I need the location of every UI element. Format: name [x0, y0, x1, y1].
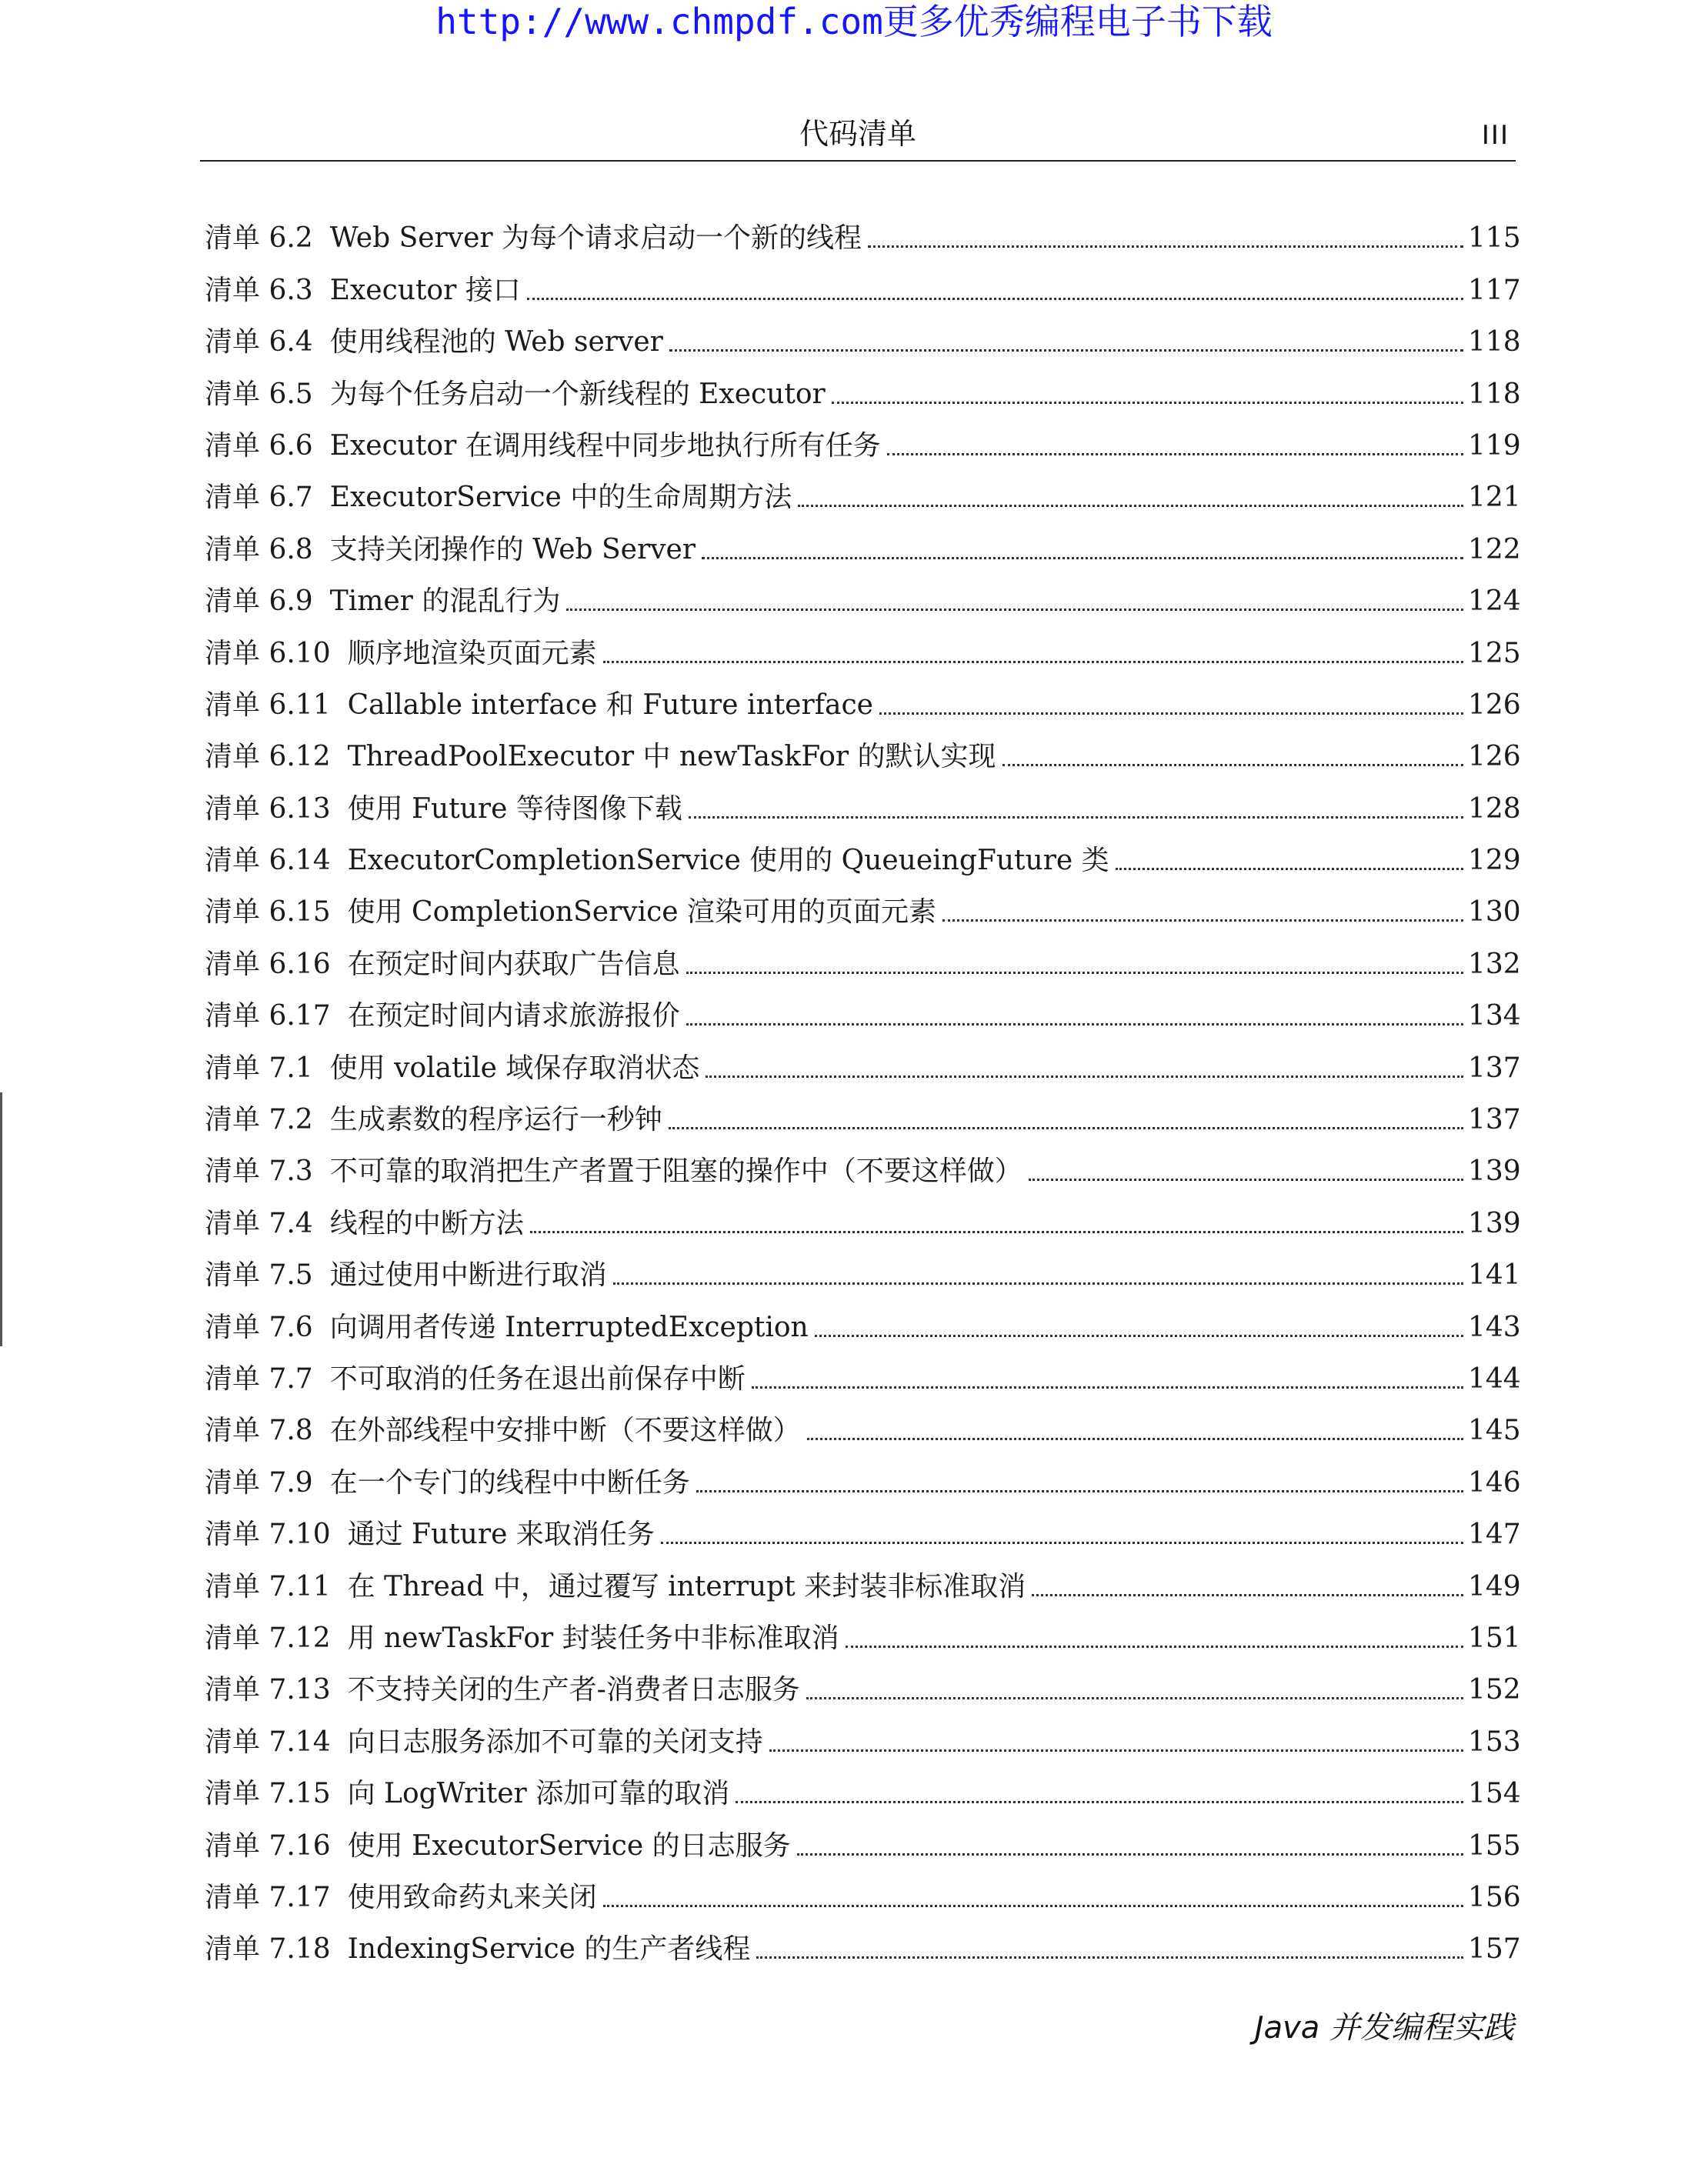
running-head: [200, 114, 1516, 162]
listing-entry[interactable]: [205, 671, 1521, 722]
listing-title: 通过使用中断进行取消: [329, 1259, 607, 1292]
listing-index: [205, 204, 1521, 1966]
dot-leader: [1032, 1594, 1463, 1596]
listing-entry[interactable]: [205, 412, 1521, 463]
listing-title: 使用 volatile 域保存取消状态: [329, 1052, 700, 1084]
listing-entry[interactable]: [205, 255, 1521, 307]
listing-number: 清单 6.15: [205, 896, 331, 929]
listing-number: 清单 7.5: [205, 1259, 313, 1292]
listing-entry[interactable]: [205, 1137, 1521, 1189]
listing-number: 清单 7.10: [205, 1519, 331, 1551]
listing-number: 清单 6.9: [205, 585, 313, 618]
listing-page-number: 118: [1468, 326, 1521, 358]
listing-page-number: 126: [1468, 741, 1521, 773]
listing-title: 不支持关闭的生产者-消费者日志服务: [347, 1674, 800, 1706]
listing-entry[interactable]: [205, 567, 1521, 619]
listing-page-number: 137: [1468, 1052, 1521, 1084]
dot-leader: [942, 919, 1463, 922]
dot-leader: [868, 245, 1463, 248]
dot-leader: [752, 1386, 1463, 1389]
listing-title: 线程的中断方法: [329, 1207, 524, 1239]
listing-entry[interactable]: [205, 1292, 1521, 1344]
dot-leader: [530, 1231, 1463, 1233]
listing-page-number: 122: [1468, 533, 1521, 565]
listing-number: 清单 7.7: [205, 1362, 313, 1395]
listing-title: 生成素数的程序运行一秒钟: [329, 1104, 662, 1136]
dot-leader: [696, 1490, 1463, 1492]
listing-entry[interactable]: [205, 722, 1521, 774]
listing-number: 清单 6.5: [205, 378, 313, 410]
listing-title: 使用致命药丸来关闭: [347, 1881, 597, 1913]
listing-number: 清单 6.7: [205, 482, 313, 514]
listing-number: 清单 6.16: [205, 948, 331, 980]
listing-title: 在 Thread 中，通过覆写 interrupt 来封装非标准取消: [347, 1570, 1026, 1602]
listing-entry[interactable]: [205, 359, 1521, 411]
listing-page-number: 139: [1468, 1207, 1521, 1239]
listing-entry[interactable]: [205, 1707, 1521, 1759]
listing-number: 清单 7.3: [205, 1156, 313, 1188]
listing-number: 清单 7.15: [205, 1778, 331, 1810]
watermark-link[interactable]: http://www.chmpdf.com更多优秀编程电子书下载: [435, 1, 1273, 42]
listing-number: 清单 7.8: [205, 1415, 313, 1447]
listing-entry[interactable]: [205, 929, 1521, 981]
listing-number: 清单 7.11: [205, 1570, 331, 1602]
listing-page-number: 144: [1468, 1362, 1521, 1395]
listing-title: 使用 ExecutorService 的日志服务: [347, 1829, 791, 1862]
dot-leader: [1002, 764, 1463, 766]
listing-title: 通过 Future 来取消任务: [347, 1519, 655, 1551]
listing-title: Executor 接口: [329, 274, 521, 306]
listing-page-number: 139: [1468, 1156, 1521, 1188]
listing-page-number: 156: [1468, 1881, 1521, 1913]
dot-leader: [769, 1749, 1463, 1752]
listing-number: 清单 6.6: [205, 429, 313, 462]
dot-leader: [807, 1438, 1463, 1440]
listing-title: 向调用者传递 InterruptedException: [329, 1311, 809, 1343]
listing-number: 清单 7.16: [205, 1829, 331, 1862]
listing-page-number: 157: [1468, 1933, 1521, 1966]
listing-title: 使用线程池的 Web server: [329, 326, 663, 358]
listing-title: ExecutorCompletionService 使用的 QueueingFuture 类: [347, 845, 1109, 877]
listing-title: 向 LogWriter 添加可靠的取消: [347, 1778, 730, 1810]
listing-number: 清单 6.13: [205, 792, 331, 825]
listing-page-number: 141: [1468, 1259, 1521, 1292]
listing-page-number: 126: [1468, 689, 1521, 721]
listing-entry[interactable]: [205, 1863, 1521, 1915]
listing-entry[interactable]: [205, 1033, 1521, 1085]
dot-leader: [686, 972, 1463, 974]
listing-entry[interactable]: [205, 1604, 1521, 1656]
listing-page-number: 128: [1468, 792, 1521, 825]
listing-entry[interactable]: [205, 1915, 1521, 1966]
listing-entry[interactable]: [205, 619, 1521, 670]
dot-leader: [603, 661, 1463, 663]
listing-entry[interactable]: [205, 878, 1521, 929]
listing-number: 清单 6.11: [205, 689, 331, 721]
listing-title: 支持关闭操作的 Web Server: [329, 533, 696, 565]
listing-page-number: 155: [1468, 1829, 1521, 1862]
listing-page-number: 146: [1468, 1466, 1521, 1499]
listing-entry[interactable]: [205, 1552, 1521, 1603]
listing-number: 清单 6.12: [205, 741, 331, 773]
listing-entry[interactable]: [205, 1189, 1521, 1240]
dot-leader: [832, 402, 1463, 404]
listing-title: 不可取消的任务在退出前保存中断: [329, 1362, 746, 1395]
listing-title: 在外部线程中安排中断（不要这样做）: [329, 1415, 801, 1447]
listing-page-number: 154: [1468, 1778, 1521, 1810]
listing-number: 清单 6.2: [205, 222, 313, 255]
listing-title: 为每个任务启动一个新线程的 Executor: [329, 378, 826, 410]
listing-title: 顺序地渲染页面元素: [347, 637, 597, 669]
listing-page-number: 147: [1468, 1519, 1521, 1551]
dot-leader: [1029, 1179, 1463, 1181]
listing-title: Web Server 为每个请求启动一个新的线程: [329, 222, 862, 255]
dot-leader: [846, 1646, 1463, 1648]
listing-entry[interactable]: [205, 308, 1521, 359]
listing-title: 用 newTaskFor 封装任务中非标准取消: [347, 1622, 839, 1654]
listing-entry[interactable]: [205, 826, 1521, 878]
listing-entry[interactable]: [205, 1759, 1521, 1811]
listing-page-number: 129: [1468, 845, 1521, 877]
listing-number: 清单 6.4: [205, 326, 313, 358]
listing-entry[interactable]: [205, 1448, 1521, 1499]
listing-page-number: 119: [1468, 429, 1521, 462]
listing-entry[interactable]: [205, 515, 1521, 566]
scan-edge-mark: [0, 1092, 2, 1346]
dot-leader: [736, 1801, 1463, 1803]
dot-leader: [669, 349, 1463, 352]
listing-entry[interactable]: [205, 1396, 1521, 1448]
listing-page-number: 117: [1468, 274, 1521, 306]
listing-page-number: 145: [1468, 1415, 1521, 1447]
dot-leader: [702, 557, 1463, 559]
dot-leader: [689, 816, 1463, 819]
listing-number: 清单 7.1: [205, 1052, 313, 1084]
listing-title: 不可靠的取消把生产者置于阻塞的操作中（不要这样做）: [329, 1156, 1022, 1188]
listing-page-number: 152: [1468, 1674, 1521, 1706]
listing-title: Executor 在调用线程中同步地执行所有任务: [329, 429, 881, 462]
listing-title: Callable interface 和 Future interface: [347, 689, 873, 721]
dot-leader: [798, 505, 1463, 507]
listing-entry[interactable]: [205, 982, 1521, 1033]
listing-number: 清单 6.14: [205, 845, 331, 877]
dot-leader: [706, 1075, 1463, 1078]
listing-title: Timer 的混乱行为: [329, 585, 561, 618]
listing-entry[interactable]: [205, 1345, 1521, 1396]
listing-number: 清单 6.17: [205, 1000, 331, 1032]
listing-number: 清单 6.3: [205, 274, 313, 306]
dot-leader: [613, 1282, 1463, 1285]
listing-page-number: 115: [1468, 222, 1521, 255]
listing-title: ThreadPoolExecutor 中 newTaskFor 的默认实现: [347, 741, 996, 773]
listing-page-number: 143: [1468, 1311, 1521, 1343]
listing-page-number: 134: [1468, 1000, 1521, 1032]
listing-title: ExecutorService 中的生命周期方法: [329, 482, 792, 514]
listing-title: 向日志服务添加不可靠的关闭支持: [347, 1726, 763, 1758]
listing-entry[interactable]: [205, 1241, 1521, 1292]
dot-leader: [879, 712, 1463, 715]
dot-leader: [686, 1023, 1463, 1025]
listing-number: 清单 7.6: [205, 1311, 313, 1343]
listing-number: 清单 7.14: [205, 1726, 331, 1758]
listing-title: IndexingService 的生产者线程: [347, 1933, 751, 1966]
listing-number: 清单 7.18: [205, 1933, 331, 1966]
listing-page-number: 118: [1468, 378, 1521, 410]
listing-title: 使用 CompletionService 渲染可用的页面元素: [347, 896, 937, 929]
dot-leader: [669, 1127, 1463, 1129]
listing-number: 清单 6.8: [205, 533, 313, 565]
listing-page-number: 137: [1468, 1104, 1521, 1136]
listing-number: 清单 7.17: [205, 1881, 331, 1913]
dot-leader: [806, 1697, 1463, 1699]
listing-page-number: 124: [1468, 585, 1521, 618]
listing-entry[interactable]: [205, 1656, 1521, 1707]
listing-page-number: 121: [1468, 482, 1521, 514]
listing-title: 在预定时间内请求旅游报价: [347, 1000, 680, 1032]
listing-page-number: 151: [1468, 1622, 1521, 1654]
listing-entry[interactable]: [205, 204, 1521, 255]
listing-number: 清单 6.10: [205, 637, 331, 669]
listing-page-number: 125: [1468, 637, 1521, 669]
listing-page-number: 130: [1468, 896, 1521, 929]
listing-title: 在一个专门的线程中中断任务: [329, 1466, 690, 1499]
listing-number: 清单 7.12: [205, 1622, 331, 1654]
listing-page-number: 153: [1468, 1726, 1521, 1758]
listing-page-number: 132: [1468, 948, 1521, 980]
dot-leader: [603, 1905, 1463, 1907]
listing-entry[interactable]: [205, 1811, 1521, 1863]
listing-number: 清单 7.2: [205, 1104, 313, 1136]
dot-leader: [815, 1335, 1463, 1337]
dot-leader: [527, 298, 1463, 300]
page-title: 代码清单: [799, 117, 916, 151]
dot-leader: [756, 1956, 1463, 1959]
listing-entry[interactable]: [205, 1500, 1521, 1552]
listing-title: 使用 Future 等待图像下载: [347, 792, 682, 825]
dot-leader: [1116, 868, 1463, 870]
listing-title: 在预定时间内获取广告信息: [347, 948, 680, 980]
listing-number: 清单 7.13: [205, 1674, 331, 1706]
listing-entry[interactable]: [205, 774, 1521, 825]
listing-entry[interactable]: [205, 1086, 1521, 1137]
listing-page-number: 149: [1468, 1570, 1521, 1602]
listing-number: 清单 7.4: [205, 1207, 313, 1239]
page-number: III: [1481, 120, 1510, 151]
book-title-footer: Java 并发编程实践: [1254, 2010, 1514, 2046]
dot-leader: [566, 609, 1463, 611]
dot-leader: [797, 1853, 1463, 1856]
listing-number: 清单 7.9: [205, 1466, 313, 1499]
listing-entry[interactable]: [205, 463, 1521, 515]
dot-leader: [661, 1542, 1463, 1544]
dot-leader: [887, 453, 1463, 455]
